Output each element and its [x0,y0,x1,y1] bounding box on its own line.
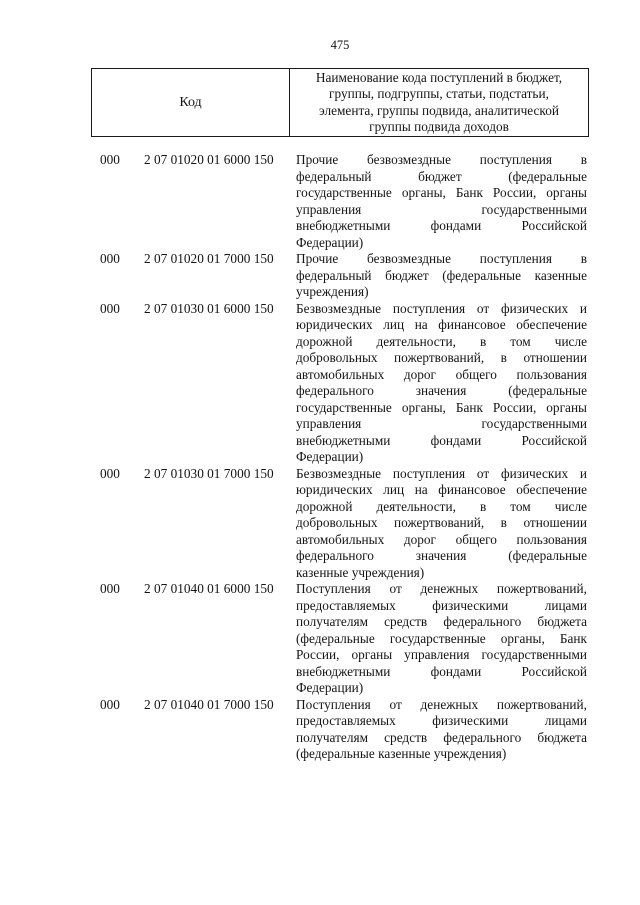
revenue-description [296,301,587,466]
table-row [0,251,640,301]
admin-code: 000 [100,696,120,712]
header-code-column: Код [92,69,290,136]
budget-code: 2 07 01040 01 6000 150 [144,581,274,596]
header-name-line: группы, подгруппы, статьи, подстатьи, [329,86,549,102]
table-row [0,466,640,582]
table-row [0,301,640,466]
header-name-line: группы подвида доходов [369,118,509,134]
description-line: федеральный бюджет (федеральные [296,168,587,184]
description-line: государственные органы, Банк России, органы [296,185,587,200]
description-line: дорожной деятельности, в том числе [296,333,587,349]
revenue-description [296,581,587,697]
description-line: дорожной деятельности, в том числе [296,498,587,514]
description-line: получателям средств федерального бюджета [296,729,587,745]
description-line: России, органы управления государственными [296,647,587,662]
description-line: добровольных пожертвований, в отношении [296,350,587,365]
budget-code: 2 07 01030 01 7000 150 [144,465,274,481]
description-line: Прочие безвозмездные поступления в [296,251,587,266]
budget-code: 2 07 01020 01 6000 150 [144,152,274,167]
description-line: юридических лиц на финансовое обеспечение [296,317,587,332]
description-line: казенные учреждения) [296,564,425,580]
description-line: Безвозмездные поступления от физических и [296,300,587,316]
description-line: получателям средств федерального бюджета [296,614,587,629]
description-line: добровольных пожертвований, в отношении [296,515,587,530]
description-line: управления государственными [296,201,587,217]
header-name-line: Наименование кода поступлений в бюджет, [315,69,563,85]
header-name-column [290,69,588,136]
description-line: предоставляемых физическими лицами [296,713,587,728]
description-line: Федерации) [296,680,364,695]
description-line: Поступления от денежных пожертвований, [296,581,587,596]
admin-code: 000 [100,465,120,481]
budget-code: 2 07 01040 01 7000 150 [144,696,274,712]
description-line: внебюджетными фондами Российской [296,432,587,448]
description-line: федерального значения (федеральные [296,548,587,563]
budget-code: 2 07 01020 01 7000 150 [144,251,274,266]
revenue-code-list [0,152,640,763]
description-line: автомобильных дорог общего пользования [296,366,587,382]
admin-code: 000 [100,300,120,316]
description-line: автомобильных дорог общего пользования [296,531,587,547]
description-line: предоставляемых физическими лицами [296,597,587,613]
description-line: Поступления от денежных пожертвований, [296,696,587,712]
revenue-description [296,251,587,301]
page-number: 475 [330,38,350,52]
table-row [0,697,640,763]
revenue-description [296,697,587,763]
description-line: (федеральные государственные органы, Банк [296,630,587,646]
description-line: государственные органы, Банк России, органы [296,399,587,415]
description-line: внебюджетными фондами Российской [296,218,587,233]
description-line: учреждения) [296,284,369,299]
description-line: Федерации) [296,234,364,250]
header-table [91,68,589,137]
description-line: юридических лиц на финансовое обеспечение [296,482,587,497]
description-line: Прочие безвозмездные поступления в [296,152,587,167]
admin-code: 000 [100,251,120,266]
revenue-description [296,152,587,251]
description-line: федерального значения (федеральные [296,383,587,398]
description-line: внебюджетными фондами Российской [296,663,587,679]
header-name-line: элемента, группы подвида, аналитической [319,102,559,118]
admin-code: 000 [100,581,120,596]
description-line: федеральный бюджет (федеральные казенные [296,267,587,283]
table-row [0,581,640,697]
description-line: Безвозмездные поступления от физических и [296,465,587,481]
admin-code: 000 [100,152,120,167]
description-line: (федеральные казенные учреждения) [296,746,507,761]
revenue-description [296,466,587,582]
description-line: управления государственными [296,416,587,431]
budget-code: 2 07 01030 01 6000 150 [144,300,274,316]
table-row [0,152,640,251]
description-line: Федерации) [296,449,364,464]
